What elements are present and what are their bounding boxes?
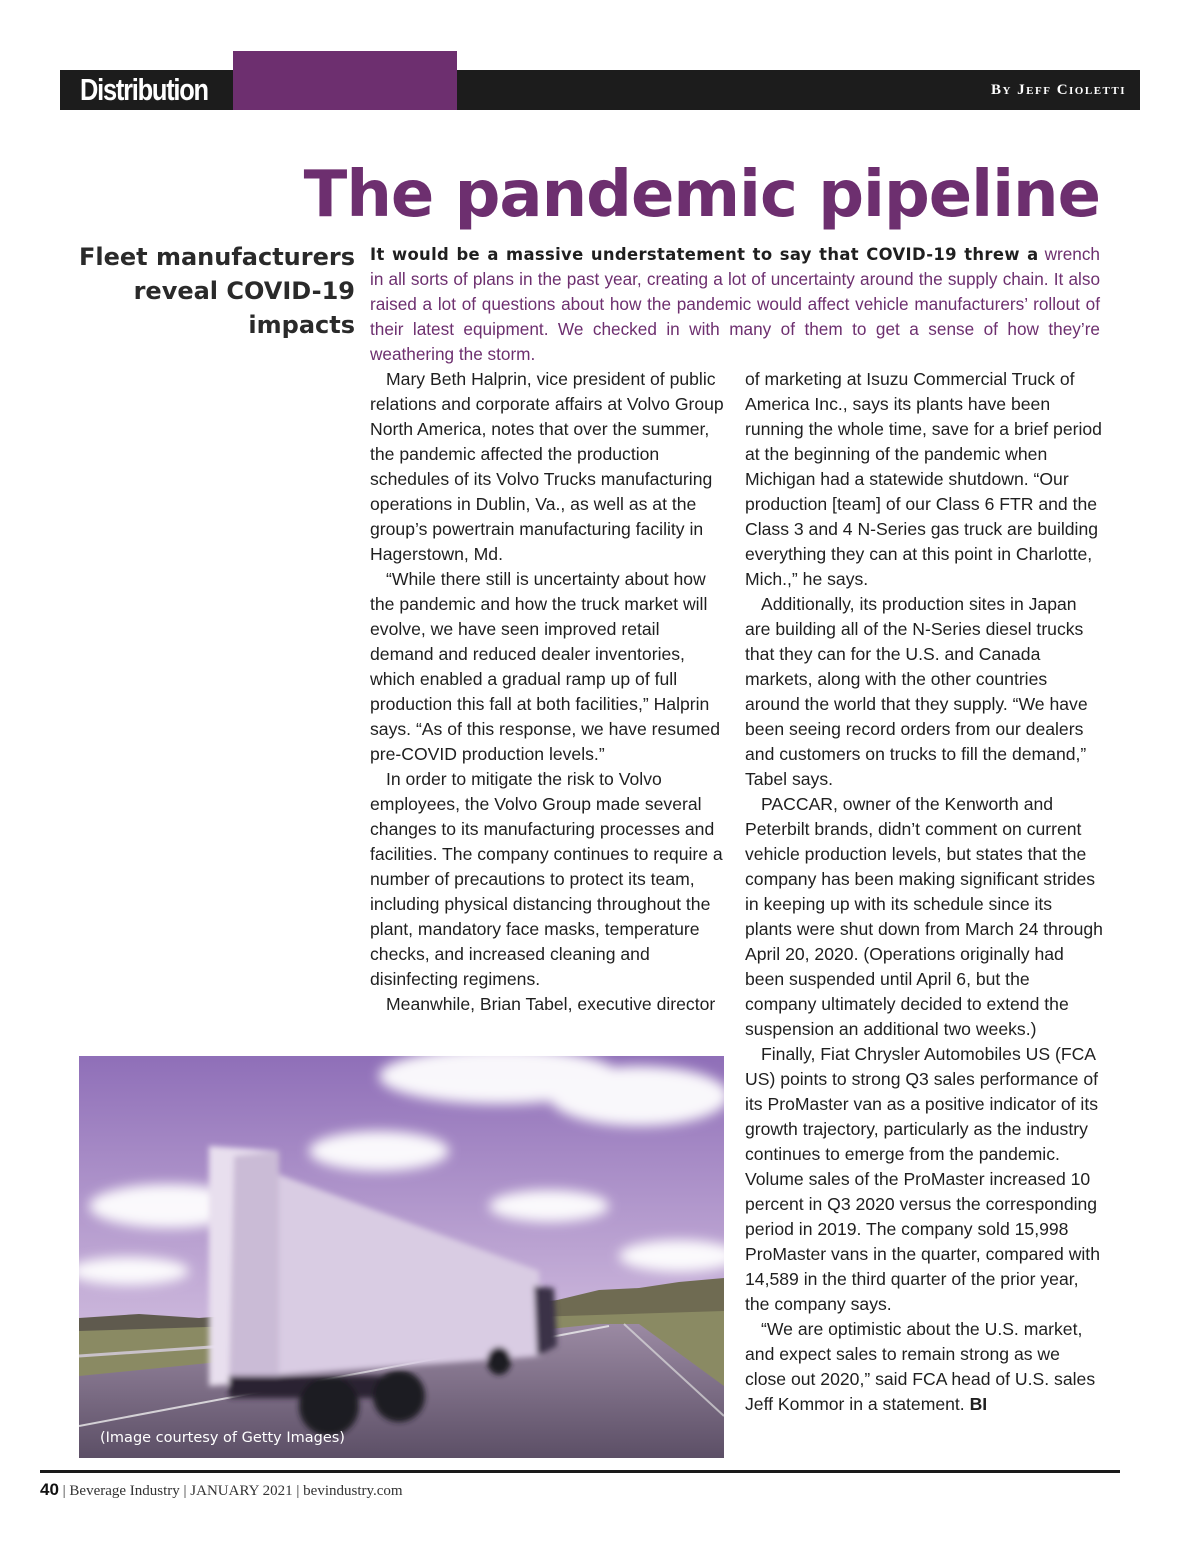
paragraph: Finally, Fiat Chrysler Automobiles US (FCA US) points to strong Q3 sales performance of its ProMaster van as a positive indicator of its growth trajectory, particularly as the industry continues to emerge from the pandemic. Volume sales of the ProMaster increased 10 percent in Q3 2020 versus the corresponding period in 2019. The company sold 15,998 ProMaster vans in the quarter, compared with 14,589 in the third quarter of the prior year, the company says. bbox=[745, 1044, 1100, 1314]
footer-text: | Beverage Industry | JANUARY 2021 | bevindustry.com bbox=[58, 1483, 403, 1499]
byline: By Jeff Cioletti bbox=[990, 82, 1126, 98]
intro-lead: It would be a massive understatement to say that COVID-19 threw a bbox=[370, 245, 1039, 264]
footer bbox=[40, 1480, 403, 1500]
final-text: “We are optimistic about the U.S. market, and expect sales to remain strong as we close out 2020,” said FCA head of U.S. sales Jeff Kommor in a statement. bbox=[745, 1319, 1096, 1414]
intro-rest: wrench in all sorts of plans in the past year, creating a lot of uncertainty around the supply chain. It also raised a lot of questions about how the pandemic would affect vehicle manufacturers’ rollout of their latest equipment. We checked in with many of them to get a sense of how they’re weathering the storm. bbox=[370, 244, 1100, 364]
header-accent-block bbox=[233, 51, 457, 110]
photo-caption: (Image courtesy of Getty Images) bbox=[100, 1430, 345, 1446]
page-number: 40 bbox=[40, 1480, 59, 1499]
header-bar bbox=[60, 70, 1140, 110]
paragraph: Meanwhile, Brian Tabel, executive director bbox=[386, 994, 716, 1014]
body-column-1 bbox=[370, 367, 726, 1017]
end-mark: BI bbox=[969, 1394, 988, 1414]
intro-paragraph bbox=[370, 242, 1100, 367]
section-label: Distribution bbox=[80, 72, 208, 107]
paragraph-final bbox=[745, 1317, 1103, 1417]
body-column-2 bbox=[745, 367, 1103, 1417]
paragraph: “While there still is uncertainty about how the pandemic and how the truck market will evolve, we have seen improved retail demand and reduced dealer inventories, which enabled a gradual ramp up of full production this fall at both facilities,” Halprin says. “As of this response, we have resumed pre-COVID production levels.” bbox=[370, 569, 721, 764]
paragraph: In order to mitigate the risk to Volvo employees, the Volvo Group made several changes to its manufacturing processes and facilities. The company continues to require a number of precautions to protect its team, including physical distancing throughout the plant, mandatory face masks, temperature checks, and increased cleaning and disinfecting regimens. bbox=[370, 769, 723, 989]
paragraph: Mary Beth Halprin, vice president of public relations and corporate affairs at Volvo Group North America, notes that over the summer, the pandemic affected the production schedules of its Volvo Trucks manufacturing operations in Dublin, Va., as well as at the group’s powertrain manufacturing facility in Hagerstown, Md. bbox=[370, 369, 724, 564]
article-title: The pandemic pipeline bbox=[303, 158, 1100, 232]
truck-photo bbox=[79, 1056, 724, 1458]
paragraph: PACCAR, owner of the Kenworth and Peterbilt brands, didn’t comment on current vehicle production levels, but states that the company has been making significant strides in keeping up with its schedule since its plants were shut down from March 24 through April 20, 2020. (Operations originally had been suspended until April 6, but the company ultimately decided to extend the suspension an additional two weeks.) bbox=[745, 794, 1103, 1039]
article-deck: Fleet manufacturers reveal COVID-19 impacts bbox=[78, 243, 355, 339]
paragraph-continued: of marketing at Isuzu Commercial Truck of America Inc., says its plants have been running the whole time, save for a brief period at the beginning of the pandemic when Michigan had a statewide shutdown. “Our production [team] of our Class 6 FTR and the Class 3 and 4 N-Series gas truck are building everything they can at this point in Charlotte, Mich.,” he says. bbox=[745, 369, 1102, 589]
footer-rule bbox=[40, 1470, 1120, 1473]
paragraph: Additionally, its production sites in Japan are building all of the N-Series diesel trucks that they can for the U.S. and Canada markets, along with the other countries around the world that they supply. “We have been seeing record orders from our dealers and customers on trucks to fill the demand,” Tabel says. bbox=[745, 594, 1088, 789]
